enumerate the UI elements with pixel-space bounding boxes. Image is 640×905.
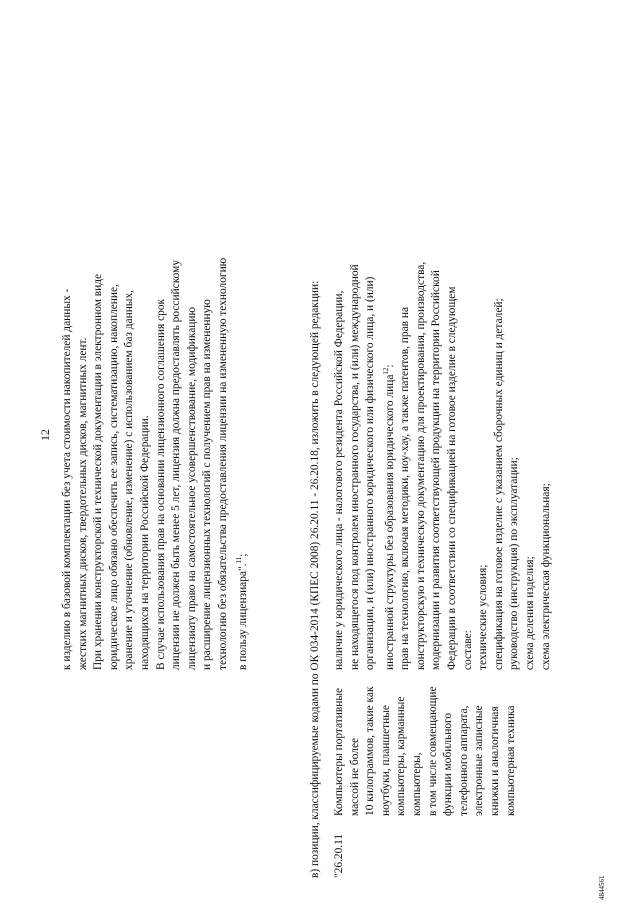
requirement-line: организации, и (или) иностранного юридического или физического лица, и (или) (364, 276, 377, 670)
requirement-line: руководство (инструкция) по эксплуатации; (508, 456, 521, 670)
requirement-line: спецификация на готовое изделие с указанием сборочных единиц и деталей; (492, 297, 505, 670)
text-line: в пользу лицензиара".$^{11}$; (234, 553, 249, 670)
text-line: технологию без обязательства предоставления лицензии на измененную технологию (216, 257, 229, 670)
requirement-line: Федерации в соответствии со спецификацией на готовое изделие в следующем (445, 286, 458, 670)
product-name-line: функции мобильного (442, 712, 455, 816)
requirement-line: не находящегося под контролем иностранного государства, и (или) международной (348, 263, 361, 670)
text-line: жестких магнитных дисков, твердотельных дисков, магнитных лент. (76, 337, 89, 670)
text-line: находящихся на территории Российской Федерации. (138, 414, 151, 670)
product-name-line: массой не более (348, 737, 361, 816)
requirement-line: иностранной структуры без образования юридического лица$^{12}$: (381, 363, 396, 670)
requirement-line: схема электрическая функциональная; (539, 482, 552, 670)
product-name-line: компьютеры, карманные (395, 696, 408, 816)
footnote-mark: 12 (381, 367, 390, 375)
text-line-content: в пользу лицензиара". (236, 563, 249, 670)
text-line: юридическое лицо обязано обеспечить ее запись, систематизацию, накопление, (107, 283, 120, 670)
product-name-line: компьютерная техника (504, 705, 517, 816)
requirement-line: наличие у юридического лица - налогового резидента Российской Федерации, (333, 290, 345, 670)
document-id: 4844561 (598, 875, 606, 900)
page-number: 12 (38, 429, 52, 441)
text-line: лицензиату право на самостоятельное усовершенствование, модификацию (185, 306, 198, 670)
product-name-line: электронные записные (473, 704, 486, 816)
section-heading: в) позиции, классифицируемые кодами по ОК 034-2014 (КПЕС 2008) 26.20.11 - 26.20.18, изложить в следующей редакции: (309, 280, 321, 878)
product-name-line: 10 килограммов, такие как (364, 685, 377, 816)
text-line: к изделию в базовой комплектации без учета стоимости накопителей данных - (61, 288, 73, 670)
text-line: лицензии не должен быть менее 5 лет, лицензия должна предоставлять российскому (170, 259, 183, 670)
text-line: При хранении конструкторской и технической документации в электронном виде (92, 273, 105, 670)
product-name (332, 680, 519, 816)
text-line: В случае использования прав на основании лицензионного соглашения срок (154, 298, 167, 670)
requirement-line-content: иностранной структуры без образования юридического лица (383, 374, 396, 670)
product-name-line: книжки и аналогичная (488, 705, 501, 816)
text-line: хранение и уточнение (обновление, изменение) с использованием баз данных, (123, 289, 136, 670)
product-name-line: компьютеры, (410, 751, 423, 816)
product-name-line: телефонного аппарата, (457, 705, 470, 816)
product-name-line: ноутбуки, планшетные (379, 704, 392, 816)
continuation-block (60, 35, 251, 670)
text-line: и расширение лицензионных технологий с получением прав на измененную (201, 298, 214, 670)
requirement-line: прав на технологию, включая методики, ноу-хау, а также патентов, прав на (399, 306, 412, 670)
okpd-code: "26.20.11 (333, 833, 345, 878)
requirement-line: технические условия; (477, 564, 490, 670)
rotated-page (40, 28, 600, 878)
requirement-line: схема деления изделия; (523, 555, 536, 670)
requirement-line: модернизации и развития соответствующей продукции на территории Российской (430, 269, 443, 670)
requirements-text (332, 35, 554, 670)
product-name-line: Компьютеры портативные (333, 687, 345, 816)
requirement-line: конструкторскую и техническую документацию для проектирования, производства, (414, 261, 427, 670)
product-name-line: в том числе совмещающие (426, 685, 439, 816)
requirement-line: составе: (461, 629, 474, 670)
footnote-mark: 11 (234, 556, 243, 564)
